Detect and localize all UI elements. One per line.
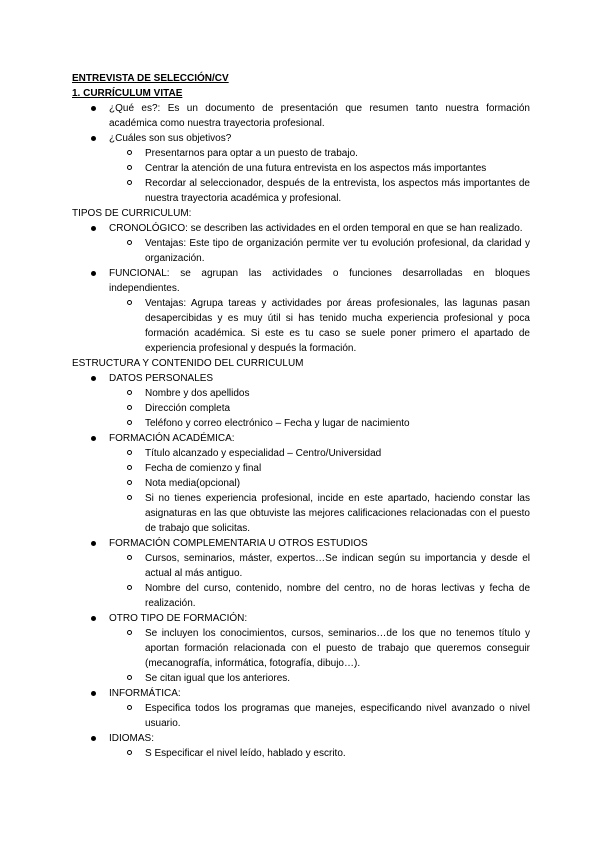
sub-list-item — [72, 401, 530, 416]
circle-bullet-icon — [127, 390, 132, 395]
sub-list-item-text: Fecha de comienzo y final — [145, 463, 262, 474]
list-item — [72, 101, 530, 131]
sub-list-item-text: Dirección completa — [145, 403, 231, 414]
list-item-text: IDIOMAS: — [109, 733, 155, 744]
sub-list-item-text: Se citan igual que los anteriores. — [145, 673, 291, 684]
circle-bullet-icon — [127, 240, 132, 245]
list-item — [72, 131, 530, 146]
list-item — [72, 221, 530, 236]
list-item-text: DATOS PERSONALES — [109, 373, 214, 384]
bullet-icon — [91, 436, 96, 441]
sub-list-item — [72, 581, 530, 611]
bullet-icon — [91, 226, 96, 231]
sub-list-item — [72, 386, 530, 401]
bullet-icon — [91, 616, 96, 621]
sub-list-item — [72, 146, 530, 161]
circle-bullet-icon — [127, 300, 132, 305]
document-content — [72, 71, 530, 761]
sub-list-item-text: Ventajas: Este tipo de organización permite ver tu evolución profesional, da claridad y organización. — [145, 238, 530, 264]
list-item — [72, 266, 530, 296]
list-item — [72, 686, 530, 701]
sub-list-item-text: Presentarnos para optar a un puesto de trabajo. — [145, 148, 358, 159]
list-item-text: FORMACIÓN ACADÉMICA: — [109, 433, 235, 444]
sub-list-item — [72, 626, 530, 671]
bullet-icon — [91, 106, 96, 111]
list-item-text: INFORMÁTICA: — [109, 688, 181, 699]
sub-list-item-text: Se incluyen los conocimientos, cursos, seminarios…de los que no tenemos título y aportan formación relacionada con el puesto de trabajo que queremos conseguir (mecanografía, informática, fotografía, dibujo…). — [145, 628, 530, 669]
sub-list-item-text: Nombre del curso, contenido, nombre del centro, no de horas lectivas y fecha de realización. — [145, 583, 530, 609]
sub-list-item — [72, 236, 530, 266]
list-item — [72, 611, 530, 626]
sub-list-item-text: Nombre y dos apellidos — [145, 388, 250, 399]
circle-bullet-icon — [127, 450, 132, 455]
circle-bullet-icon — [127, 405, 132, 410]
sub-list-item-text: Nota media(opcional) — [145, 478, 241, 489]
list-item-text: CRONOLÓGICO: se describen las actividades en el orden temporal en que se han realizado. — [109, 223, 523, 234]
section-heading-cv: 1. CURRÍCULUM VITAE — [72, 88, 183, 99]
list-item-text: FORMACIÓN COMPLEMENTARIA U OTROS ESTUDIOS — [109, 538, 368, 549]
sub-list-item-text: Cursos, seminarios, máster, expertos…Se indican según su importancia y desde el actual al más antiguo. — [145, 553, 530, 579]
bullet-icon — [91, 541, 96, 546]
structure-heading: ESTRUCTURA Y CONTENIDO DEL CURRICULUM — [72, 358, 304, 369]
circle-bullet-icon — [127, 180, 132, 185]
list-item-text: ¿Qué es?: Es un documento de presentación que resumen tanto nuestra formación académica como nuestra trayectoria profesional. — [109, 103, 530, 129]
list-item — [72, 536, 530, 551]
circle-bullet-icon — [127, 555, 132, 560]
sub-list-item-text: Especifica todos los programas que manejes, especificando nivel avanzado o nivel usuario. — [145, 703, 530, 729]
sub-list-item — [72, 161, 530, 176]
bullet-icon — [91, 271, 96, 276]
sub-list-item — [72, 551, 530, 581]
bullet-icon — [91, 136, 96, 141]
sub-list-item — [72, 296, 530, 356]
circle-bullet-icon — [127, 705, 132, 710]
sub-list-item-text: Recordar al seleccionador, después de la entrevista, los aspectos más importantes de nuestra trayectoria académica y profesional. — [145, 178, 530, 204]
bullet-icon — [91, 736, 96, 741]
sub-list-item-text: S Especificar el nivel leído, hablado y escrito. — [145, 748, 346, 759]
types-heading: TIPOS DE CURRICULUM: — [72, 208, 192, 219]
list-item — [72, 431, 530, 446]
sub-list-item — [72, 461, 530, 476]
list-item — [72, 731, 530, 746]
sub-list-item — [72, 746, 530, 761]
bullet-icon — [91, 691, 96, 696]
sub-list-item — [72, 491, 530, 536]
sub-list-item-text: Título alcanzado y especialidad – Centro/Universidad — [145, 448, 382, 459]
list-item-text: OTRO TIPO DE FORMACIÓN: — [109, 613, 248, 624]
sub-list-item — [72, 701, 530, 731]
list-item-text: FUNCIONAL: se agrupan las actividades o funciones desarrolladas en bloques independientes. — [109, 268, 530, 294]
sub-list-item — [72, 416, 530, 431]
sub-list-item — [72, 476, 530, 491]
circle-bullet-icon — [127, 630, 132, 635]
circle-bullet-icon — [127, 750, 132, 755]
circle-bullet-icon — [127, 585, 132, 590]
circle-bullet-icon — [127, 150, 132, 155]
circle-bullet-icon — [127, 465, 132, 470]
list-item — [72, 371, 530, 386]
sub-list-item — [72, 671, 530, 686]
circle-bullet-icon — [127, 675, 132, 680]
list-item-text: ¿Cuáles son sus objetivos? — [109, 133, 232, 144]
circle-bullet-icon — [127, 420, 132, 425]
circle-bullet-icon — [127, 480, 132, 485]
document-title: ENTREVISTA DE SELECCIÓN/CV — [72, 73, 229, 84]
circle-bullet-icon — [127, 495, 132, 500]
structure-list — [72, 371, 530, 761]
sub-list-item — [72, 446, 530, 461]
sub-list-item-text: Teléfono y correo electrónico – Fecha y lugar de nacimiento — [145, 418, 410, 429]
intro-list — [72, 101, 530, 206]
sub-list-item-text: Ventajas: Agrupa tareas y actividades por áreas profesionales, las lagunas pasan desapercibidas y es muy útil si has tenido mucha experiencia profesional y poca formación académica. Si este es tu caso se suele poner primero el apartado de experiencia profesional y después la formación. — [145, 298, 530, 354]
types-list — [72, 221, 530, 356]
sub-list-item — [72, 176, 530, 206]
circle-bullet-icon — [127, 165, 132, 170]
bullet-icon — [91, 376, 96, 381]
sub-list-item-text: Si no tienes experiencia profesional, incide en este apartado, haciendo constar las asignaturas en las que obtuviste las mejores calificaciones relacionadas con el puesto de trabajo que solicitas. — [145, 493, 530, 534]
sub-list-item-text: Centrar la atención de una futura entrevista en los aspectos más importantes — [145, 163, 487, 174]
